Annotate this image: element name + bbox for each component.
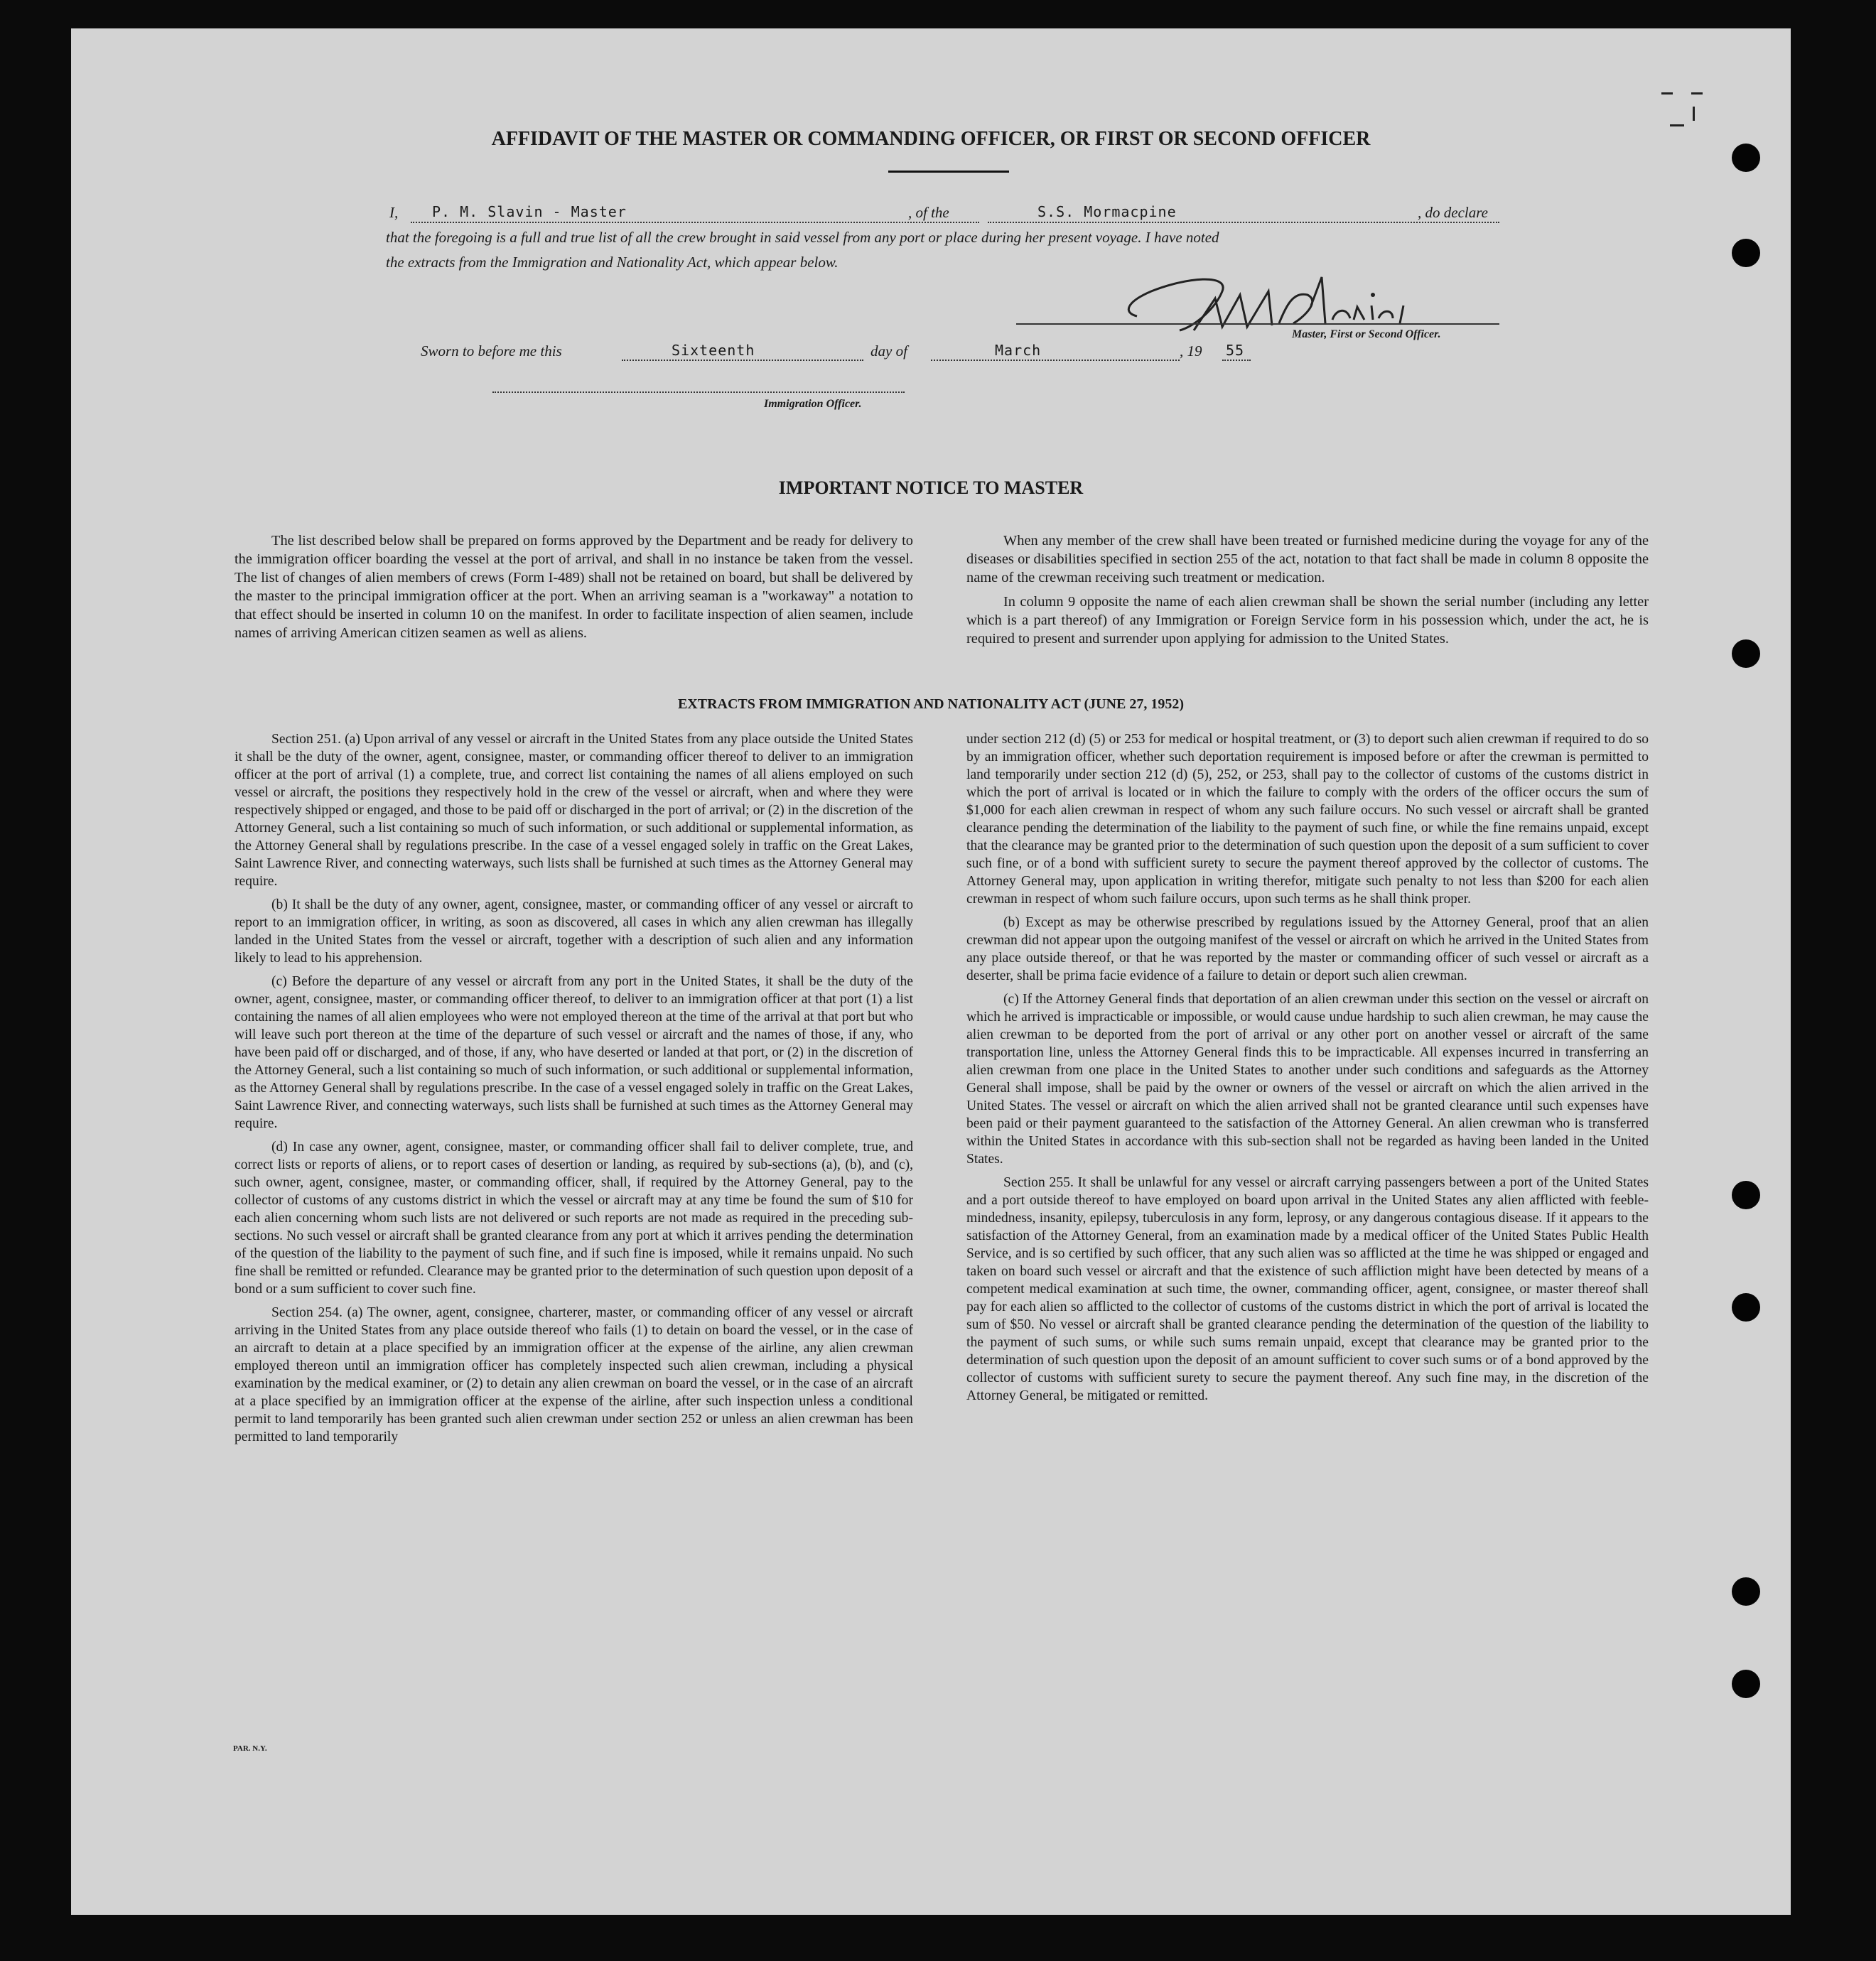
signature-caption: Master, First or Second Officer.: [1292, 328, 1441, 340]
notice-right-paragraph: When any member of the crew shall have been treated or furnished medicine during the voyage for any of the diseases or disabilities specified in section 255 of the act, notation to that fact shall be made in column 8 opposite the name of the crewman receiving such treatment or medication.: [966, 533, 1649, 585]
section-254-b: (b) Except as may be otherwise prescribed by regulations issued by the Attorney General, proof that an alien crewman did not appear upon the outgoing manifest of the vessel or aircraft on which he arrived in the United States from any place outside thereof, or that he was reported by the master or commanding officer of such vessel or aircraft as a deserter, shall be prima facie evidence of a failure to detain or deport such alien crewman.: [966, 915, 1649, 983]
declaration-line-2: that the foregoing is a full and true list of all the crew brought in said vessel from any port or place during her present voyage. I have noted: [386, 229, 1219, 246]
declaration-of-the: , of the: [908, 204, 949, 221]
printer-mark: PAR. N.Y.: [233, 1744, 267, 1753]
officer-signature-line: [492, 391, 905, 393]
corner-mark: [1670, 124, 1684, 126]
master-name-line: [411, 222, 979, 223]
form-page: [71, 28, 1791, 1915]
sworn-year-prefix: , 19: [1180, 342, 1202, 360]
corner-mark: [1693, 107, 1695, 121]
sworn-year-field: 55: [1226, 342, 1245, 359]
left-column: [234, 730, 913, 1452]
sworn-day-of: day of: [870, 342, 907, 360]
section-254-c: (c) If the Attorney General finds that deportation of an alien crewman under this section on the vessel or aircraft on which he arrived is impracticable or impossible, or would cause undue hardship to such alien crewman, he may cause the alien crewman to be deported from the port of arrival or any other port on another vessel or aircraft of the same transportation line, unless the Attorney General finds this to be impracticable. All expenses incurred in transferring an alien crewman from one place in the United States to another under such conditions and safeguards as the Attorney General shall impose, shall be paid by the owner or owners of the vessel or aircraft on which the alien arrived in the United States. The vessel or aircraft on which the alien arrived shall not be granted clearance until such expenses have been paid or their payment guaranteed to the satisfaction of the Attorney General. An alien crewman who is transferred within the United States in accordance with this sub-section shall not be regarded as having been landed in the United States.: [966, 992, 1649, 1167]
master-name-field: P. M. Slavin - Master: [432, 203, 627, 220]
title-rule: [888, 171, 1009, 173]
binder-hole: [1732, 1670, 1760, 1698]
corner-mark: [1691, 92, 1703, 94]
section-251-d: (d) In case any owner, agent, consignee, master, or commanding officer shall fail to deliver complete, true, and correct lists or reports of aliens, or to report cases of desertion or landing, as required by sub-sections (a), (b), and (c), such owner, agent, consignee, master, or commanding officer, shall, if required by the Attorney General, pay to the collector of customs of any customs district in which the vessel or aircraft may at any time be found the sum of $10 for each alien concerning whom such lists are not delivered or such reports are not made as required in the preceding sub-sections. No such vessel or aircraft shall be granted clearance from any port at which it arrives pending the determination of the question of the liability to the payment of such fine, and if such fine is imposed, while it remains unpaid. No such fine shall be remitted or refunded. Clearance may be granted prior to the determination of such question upon deposit of a bond or a sum sufficient to cover such fine.: [234, 1140, 913, 1297]
section-251-a: Section 251. (a) Upon arrival of any vessel or aircraft in the United States from any place outside the United States it shall be the duty of the owner, agent, consignee, master, or commanding officer thereof to deliver to an immigration officer at the port of arrival (1) a complete, true, and correct list containing the names of all aliens employed on such vessel or aircraft, the positions they respectively hold in the crew of the vessel or aircraft, when and where they were respectively shipped or engaged, and those to be paid off or discharged in the port of arrival; or (2) in the discretion of the Attorney General, such a list containing so much of such information, or such additional or supplemental information, as the Attorney General shall by regulations prescribe. In the case of a vessel engaged solely in traffic on the Great Lakes, Saint Lawrence River, and connecting waterways, such lists shall be furnished at such times as the Attorney General may require.: [234, 732, 913, 889]
corner-mark: [1661, 92, 1673, 94]
binder-hole: [1732, 239, 1760, 267]
binder-hole: [1732, 1293, 1760, 1322]
declaration-line-3: the extracts from the Immigration and Nationality Act, which appear below.: [386, 254, 839, 271]
vessel-name-line: [988, 222, 1499, 223]
declaration-do-declare: , do declare: [1418, 204, 1488, 221]
notice-right: [966, 531, 1649, 654]
section-255: Section 255. It shall be unlawful for any vessel or aircraft carrying passengers between a port of the United States and a port outside thereof to have employed on board upon arrival in the United States any alien afflicted with feeble-mindedness, insanity, epilepsy, tuberculosis in any form, leprosy, or any dangerous contagious disease. If it appears to the satisfaction of the Attorney General, from an examination made by a medical officer of the United States Public Health Service, and is so certified by such officer, that any such alien was so afflicted at the time he was shipped or engaged and taken on board such vessel or aircraft and that the existence of such affliction might have been detected by means of a competent medical examination at such time, the owner, commanding officer, agent, consignee, or master thereof shall pay for each alien so afflicted to the collector of customs of the customs district in which the port of arrival is located the sum of $50. No vessel or aircraft shall be granted clearance pending the determination of the question of the liability to the payment of such sums, or while such sums remain unpaid, except that clearance may be granted prior to the determination of such question upon the deposit of an amount sufficient to cover such sums or of a bond approved by the collector of customs with sufficient surety to secure the payment thereof. Any such fine may, in the discretion of the Attorney General, be mitigated or remitted.: [966, 1175, 1649, 1403]
notice-right-paragraph: In column 9 opposite the name of each alien crewman shall be shown the serial number (including any letter which is a part thereof) of any Immigration or Foreign Service form in his possession which, under the act, he is required to present and surrender upon applying for admission to the United States.: [966, 594, 1649, 647]
extracts-heading: EXTRACTS FROM IMMIGRATION AND NATIONALITY ACT (JUNE 27, 1952): [677, 696, 1185, 712]
notice-heading: IMPORTANT NOTICE TO MASTER: [778, 477, 1084, 498]
section-251-c: (c) Before the departure of any vessel or aircraft from any port in the United States, it shall be the duty of the owner, agent, consignee, master, or commanding officer thereof, to deliver to an immigration officer at that port (1) a list containing the names of all alien employees who were not employed thereon at the time of the arrival at that port but who will leave such port thereon at the time of the departure of such vessel or aircraft and the names of those, if any, who have been paid off or discharged, and of those, if any, who have deserted or landed at that port, or (2) in the discretion of the Attorney General, such a list containing so much of such information, or such additional or supplemental information, as the Attorney General shall by regulations prescribe. In the case of a vessel engaged solely in traffic on the Great Lakes, Saint Lawrence River, and connecting waterways, such lists shall be furnished at such times as the Attorney General may require.: [234, 974, 913, 1131]
sworn-year-line: [1222, 360, 1251, 361]
declaration-i: I,: [389, 204, 399, 221]
sworn-month-line: [931, 360, 1180, 361]
section-254-a-cont: under section 212 (d) (5) or 253 for medical or hospital treatment, or (3) to deport such alien crewman if required to do so by an immigration officer, whether such deportation requirement is imposed before or after the crewman is permitted to land temporarily under section 212 (d) (5), 252, or 253, shall pay to the collector of customs of the customs district in which the port of arrival is located or in which the failure to comply with the orders of the officer occurs the sum of $1,000 for each alien crewman in respect of whom any such failure occurs. No such vessel or aircraft shall be granted clearance pending the determination of the liability to the payment of such fine, or while the fine remains unpaid, except that the clearance may be granted prior to the determination of such question upon the deposit of a sum sufficient to cover such fine, or of a bond with sufficient surety to secure the payment thereof approved by the collector of customs. The Attorney General may, upon application in writing therefor, mitigate such penalty to not less than $200 for each alien crewman in respect of whom such failure occurs, upon such terms as he shall think proper.: [966, 732, 1649, 907]
binder-hole: [1732, 144, 1760, 172]
binder-hole: [1732, 1181, 1760, 1209]
section-251-b: (b) It shall be the duty of any owner, agent, consignee, master, or commanding officer of any vessel or aircraft to report to an immigration officer, in writing, as soon as discovered, all cases in which any alien crewman has illegally landed in the United States from the vessel or aircraft, together with a description of such alien and any information likely to lead to his apprehension.: [234, 897, 913, 966]
right-column: [966, 730, 1649, 1410]
section-254-a: Section 254. (a) The owner, agent, consignee, charterer, master, or commanding officer of any vessel or aircraft arriving in the United States from any place outside thereof who fails (1) to detain on board the vessel, or in the case of an aircraft to detain at a place specified by an immigration officer at the expense of the airline, any alien crewman employed thereon until an immigration officer has completely inspected such alien crewman, including a physical examination by the medical examiner, or (2) to detain any alien crewman on board the vessel, or in the case of an aircraft at a place specified by an immigration officer at the expense of the airline, after such inspection unless a conditional permit to land temporarily has been granted such alien crewman under section 252 or unless an alien crewman has been permitted to land temporarily: [234, 1305, 913, 1444]
officer-caption: Immigration Officer.: [764, 398, 862, 410]
sworn-day-line: [622, 360, 863, 361]
binder-hole: [1732, 639, 1760, 668]
notice-left-paragraph: The list described below shall be prepared on forms approved by the Department and be ready for delivery to the immigration officer boarding the vessel at the port of arrival, and shall in no instance be taken from the vessel. The list of changes of alien members of crews (Form I-489) shall not be retained on board, but shall be delivered by the master to the principal immigration officer at the port. When an arriving seaman is a "workaway" a notation to that effect should be inserted in column 10 on the manifest. In order to facilitate inspection of alien seamen, include names of arriving American citizen seamen as well as aliens.: [234, 533, 913, 641]
vessel-name-field: S.S. Mormacpine: [1037, 203, 1177, 220]
signature-line: [1016, 323, 1499, 325]
binder-hole: [1732, 1577, 1760, 1606]
affidavit-title: AFFIDAVIT OF THE MASTER OR COMMANDING OFFICER, OR FIRST OR SECOND OFFICER: [491, 128, 1371, 150]
sworn-month-field: March: [995, 342, 1042, 359]
notice-left: [234, 531, 913, 648]
sworn-day-field: Sixteenth: [672, 342, 755, 359]
sworn-prefix: Sworn to before me this: [421, 342, 562, 360]
